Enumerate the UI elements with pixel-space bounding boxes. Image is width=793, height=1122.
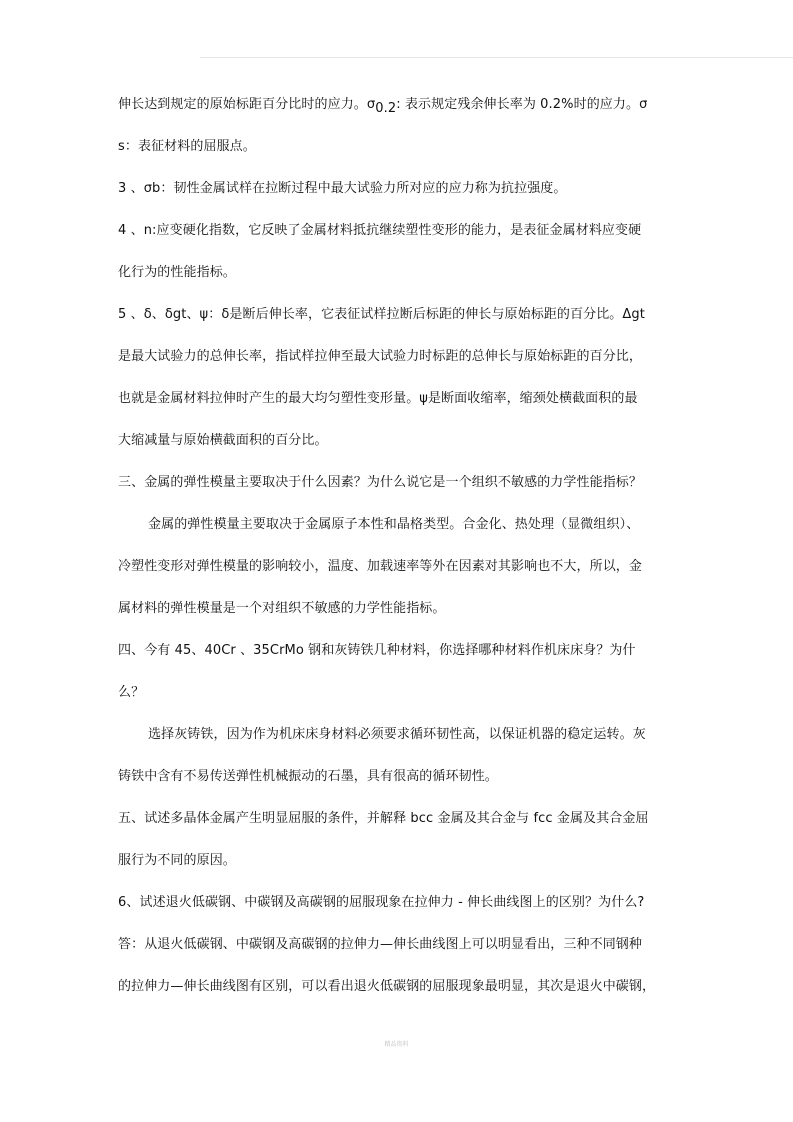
- text-line: 3 、σb：韧性金属试样在拉断过程中最大试验力所对应的应力称为抗拉强度。: [118, 181, 567, 196]
- section-heading: 五、试述多晶体金属产生明显屈服的条件，并解释 bcc 金属及其合金与 fcc 金属及其合金屈: [118, 811, 649, 826]
- text-line: 属材料的弹性模量是一个对组织不敏感的力学性能指标。: [118, 601, 446, 616]
- text-line: 也就是金属材料拉伸时产生的最大均匀塑性变形量。ψ是断面收缩率，缩颈处横截面积的最: [118, 391, 638, 406]
- text-line: 的拉伸力—伸长曲线图有区别，可以看出退火低碳钢的屈服现象最明显，其次是退火中碳钢，: [118, 979, 656, 994]
- text-line: 铸铁中含有不易传送弹性机械振动的石墨，具有很高的循环韧性。: [118, 769, 498, 784]
- text-line: 答：从退火低碳钢、中碳钢及高碳钢的拉伸力—伸长曲线图上可以明显看出，三种不同钢种: [118, 937, 643, 952]
- section-heading: 服行为不同的原因。: [118, 853, 236, 868]
- text-line: 金属的弹性模量主要取决于金属原子本性和晶格类型。合金化、热处理（显微组织）、: [148, 517, 640, 532]
- section-heading: 三、金属的弹性模量主要取决于什么因素？为什么说它是一个组织不敏感的力学性能指标？: [118, 475, 643, 490]
- text-line: 化行为的性能指标。: [118, 265, 236, 280]
- text-line: 大缩减量与原始横截面积的百分比。: [118, 433, 328, 448]
- section-heading: 四、今有 45、40Cr 、35CrMo 钢和灰铸铁几种材料，你选择哪种材料作机床床身？为什: [118, 643, 636, 658]
- text-line: 选择灰铸铁，因为作为机床床身材料必须要求循环韧性高，以保证机器的稳定运转。灰: [148, 727, 646, 742]
- document-body: [118, 84, 682, 1008]
- text-line: 4 、n:应变硬化指数，它反映了金属材料抵抗继续塑性变形的能力，是表征金属材料应变硬: [118, 223, 642, 238]
- section-heading: 6、试述退火低碳钢、中碳钢及高碳钢的屈服现象在拉伸力 - 伸长曲线图上的区别？为什么?: [118, 895, 645, 910]
- text-line: 5 、δ、δgt、ψ：δ是断后伸长率，它表征试样拉断后标距的伸长与原始标距的百分比。Δgt: [118, 307, 645, 322]
- text-line: s：表征材料的屈服点。: [118, 139, 256, 154]
- header-rule: [200, 57, 793, 58]
- text-line: 是最大试验力的总伸长率，指试样拉伸至最大试验力时标距的总伸长与原始标距的百分比，: [118, 349, 643, 364]
- text-line: 冷塑性变形对弹性模量的影响较小，温度、加载速率等外在因素对其影响也不大，所以，金: [118, 559, 643, 574]
- page-footer: 精品资料: [384, 1041, 409, 1048]
- text-line: 伸长达到规定的原始标距百分比时的应力。σ0.2: 表示规定残余伸长率为 0.2%时的应力。σ: [118, 97, 648, 116]
- section-heading: 么？: [118, 685, 145, 700]
